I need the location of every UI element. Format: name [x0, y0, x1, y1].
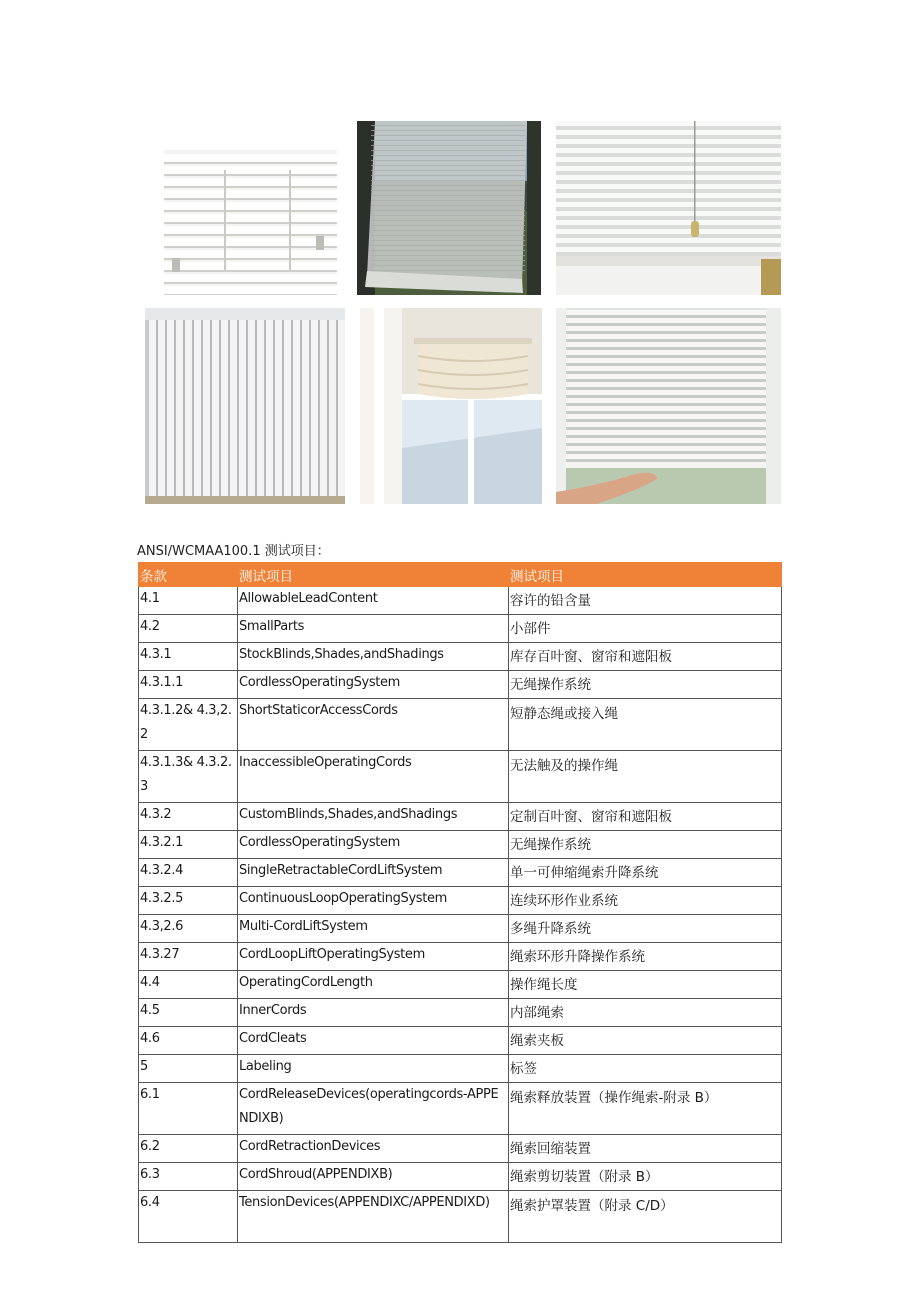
test-item-en-cell: AllowableLeadContent [238, 587, 509, 615]
test-item-en-cell: ShortStaticorAccessCords [238, 699, 509, 751]
table-row [139, 587, 782, 615]
clause-cell: 4.2 [139, 615, 238, 643]
test-item-zh-cell: 标签 [509, 1055, 782, 1083]
header-test-item-zh: 测试项目 [509, 563, 782, 587]
test-item-zh-cell: 内部绳索 [509, 999, 782, 1027]
test-item-zh-cell: 短静态绳或接入绳 [509, 699, 782, 751]
table-row [139, 915, 782, 943]
clause-cell: 4.1 [139, 587, 238, 615]
test-item-zh-cell: 多绳升降系统 [509, 915, 782, 943]
clause-cell: 4.5 [139, 999, 238, 1027]
test-item-zh-cell: 无绳操作系统 [509, 831, 782, 859]
test-item-en-cell: Multi-CordLiftSystem [238, 915, 509, 943]
table-caption: ANSI/WCMAA100.1 测试项目： [137, 544, 330, 559]
table-header-row [139, 563, 782, 587]
test-item-en-cell: CustomBlinds,Shades,andShadings [238, 803, 509, 831]
table-row [139, 1027, 782, 1055]
clause-cell: 4.3.1.1 [139, 671, 238, 699]
roman-shade-photo [360, 308, 542, 504]
test-item-en-cell: OperatingCordLength [238, 971, 509, 999]
test-item-en-cell: StockBlinds,Shades,andShadings [238, 643, 509, 671]
clause-cell: 4.3.2.5 [139, 887, 238, 915]
mini-blinds-photo [556, 308, 781, 504]
test-item-zh-cell: 无法触及的操作绳 [509, 751, 782, 803]
test-item-zh-cell: 无绳操作系统 [509, 671, 782, 699]
table-row [139, 831, 782, 859]
test-item-en-cell: CordShroud(APPENDIXB) [238, 1163, 509, 1191]
test-item-en-cell: CordlessOperatingSystem [238, 671, 509, 699]
test-item-en-cell: ContinuousLoopOperatingSystem [238, 887, 509, 915]
clause-cell: 4.3.1.2& 4.3,2.2 [139, 699, 238, 751]
test-item-en-cell: CordRetractionDevices [238, 1135, 509, 1163]
table-row [139, 943, 782, 971]
table-row [139, 699, 782, 751]
test-item-zh-cell: 绳索夹板 [509, 1027, 782, 1055]
table-row [139, 1055, 782, 1083]
table-row [139, 643, 782, 671]
table-row [139, 1135, 782, 1163]
clause-cell: 4.4 [139, 971, 238, 999]
test-item-en-cell: TensionDevices(APPENDIXC/APPENDIXD) [238, 1191, 509, 1243]
clause-cell: 4.3.1 [139, 643, 238, 671]
test-item-zh-cell: 小部件 [509, 615, 782, 643]
pleated-shade-photo [556, 121, 781, 295]
test-item-zh-cell: 绳索回缩装置 [509, 1135, 782, 1163]
table-row [139, 803, 782, 831]
test-items-table [138, 562, 782, 1243]
test-item-en-cell: Labeling [238, 1055, 509, 1083]
clause-cell: 6.3 [139, 1163, 238, 1191]
roller-shade-photo [357, 121, 541, 295]
test-item-zh-cell: 绳索护罩装置（附录 C/D） [509, 1191, 782, 1243]
vertical-blinds-photo [145, 308, 345, 504]
clause-cell: 4.3.2.4 [139, 859, 238, 887]
test-item-zh-cell: 单一可伸缩绳索升降系统 [509, 859, 782, 887]
clause-cell: 6.4 [139, 1191, 238, 1243]
clause-cell: 4.3.27 [139, 943, 238, 971]
test-item-en-cell: InnerCords [238, 999, 509, 1027]
header-clause: 条款 [139, 563, 238, 587]
test-item-zh-cell: 定制百叶窗、窗帘和遮阳板 [509, 803, 782, 831]
table-row [139, 671, 782, 699]
test-item-en-cell: CordlessOperatingSystem [238, 831, 509, 859]
test-item-en-cell: CordCleats [238, 1027, 509, 1055]
horizontal-blinds-photo [164, 150, 337, 295]
test-item-en-cell: SmallParts [238, 615, 509, 643]
test-item-en-cell: CordLoopLiftOperatingSystem [238, 943, 509, 971]
test-item-zh-cell: 容许的铅含量 [509, 587, 782, 615]
table-row [139, 615, 782, 643]
table-row [139, 1191, 782, 1243]
clause-cell: 5 [139, 1055, 238, 1083]
test-item-zh-cell: 操作绳长度 [509, 971, 782, 999]
clause-cell: 4.6 [139, 1027, 238, 1055]
table-row [139, 999, 782, 1027]
test-item-en-cell: SingleRetractableCordLiftSystem [238, 859, 509, 887]
table-row [139, 1083, 782, 1135]
test-item-zh-cell: 库存百叶窗、窗帘和遮阳板 [509, 643, 782, 671]
table-row [139, 887, 782, 915]
clause-cell: 4.3.2.1 [139, 831, 238, 859]
clause-cell: 6.1 [139, 1083, 238, 1135]
test-item-en-cell: InaccessibleOperatingCords [238, 751, 509, 803]
test-item-zh-cell: 绳索释放装置（操作绳索-附录 B） [509, 1083, 782, 1135]
table-row [139, 971, 782, 999]
table-row [139, 1163, 782, 1191]
clause-cell: 4.3,2.6 [139, 915, 238, 943]
test-item-zh-cell: 绳索环形升降操作系统 [509, 943, 782, 971]
test-item-zh-cell: 连续环形作业系统 [509, 887, 782, 915]
clause-cell: 4.3.1.3& 4.3.2.3 [139, 751, 238, 803]
clause-cell: 4.3.2 [139, 803, 238, 831]
table-row [139, 859, 782, 887]
table-row [139, 751, 782, 803]
header-test-item-en: 测试项目 [238, 563, 509, 587]
test-item-zh-cell: 绳索剪切装置（附录 B） [509, 1163, 782, 1191]
clause-cell: 6.2 [139, 1135, 238, 1163]
test-item-en-cell: CordReleaseDevices(operatingcords-APPENDIXB) [238, 1083, 509, 1135]
